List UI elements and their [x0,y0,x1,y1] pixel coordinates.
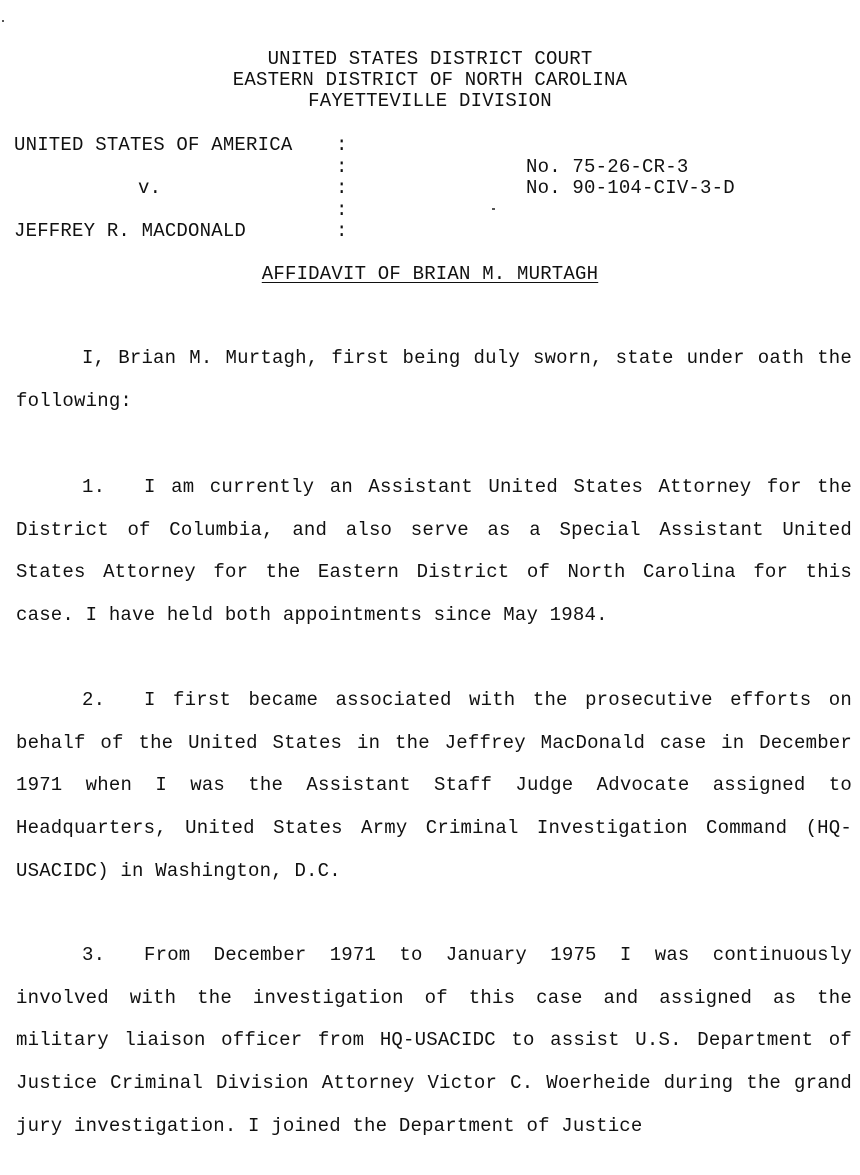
court-division: FAYETTEVILLE DIVISION [308,90,552,112]
scan-speck [2,20,4,22]
paragraph-number: 3. [82,944,106,966]
paragraph-3 [16,934,852,1148]
caption-colon: : [336,199,348,221]
caption-colon: : [336,177,348,199]
case-number-civil: No. 90-104-CIV-3-D [526,177,735,199]
caption-colon: : [336,156,348,178]
court-name: UNITED STATES DISTRICT COURT [267,48,593,70]
court-district: EASTERN DISTRICT OF NORTH CAROLINA [232,69,628,91]
paragraph-2 [16,679,852,893]
intro-text: I, Brian M. Murtagh, first being duly sworn, state under oath the following: [16,347,852,412]
defendant-name: JEFFREY R. MACDONALD [14,220,247,242]
scan-speck [492,208,495,210]
paragraph-text: From December 1971 to January 1975 I was continuously involved with the investigation of this case and assigned as the military liaison officer from HQ-USACIDC to assist U.S. Department of Justice Criminal Division Attorney Victor C. Woerheide during the grand jury investigation. I joined the Department of Justice [16,944,852,1137]
caption-colon: : [336,134,348,156]
document-title-wrap [0,262,860,286]
document-title: AFFIDAVIT OF BRIAN M. MURTAGH [261,263,599,285]
versus-label: v. [138,177,162,199]
paragraph-text: I first became associated with the prosecutive efforts on behalf of the United States in the Jeffrey MacDonald case in December 1971 when I was the Assistant Staff Judge Advocate assigned to Headquarters, United States Army Criminal Investigation Command (HQ-USACIDC) in Washington, D.C. [16,689,852,882]
case-number-criminal: No. 75-26-CR-3 [526,156,689,178]
intro-paragraph [16,337,852,422]
paragraph-number: 2. [82,689,106,711]
court-header [0,49,860,112]
caption-colon: : [336,220,348,242]
paragraph-number: 1. [82,476,106,498]
plaintiff-name: UNITED STATES OF AMERICA [14,134,293,156]
paragraph-1 [16,466,852,637]
paragraph-text: I am currently an Assistant United States Attorney for the District of Columbia, and also serve as a Special Assistant United States Attorney for the Eastern District of North Carolina for this case. I have held both appointments since May 1984. [16,476,852,627]
